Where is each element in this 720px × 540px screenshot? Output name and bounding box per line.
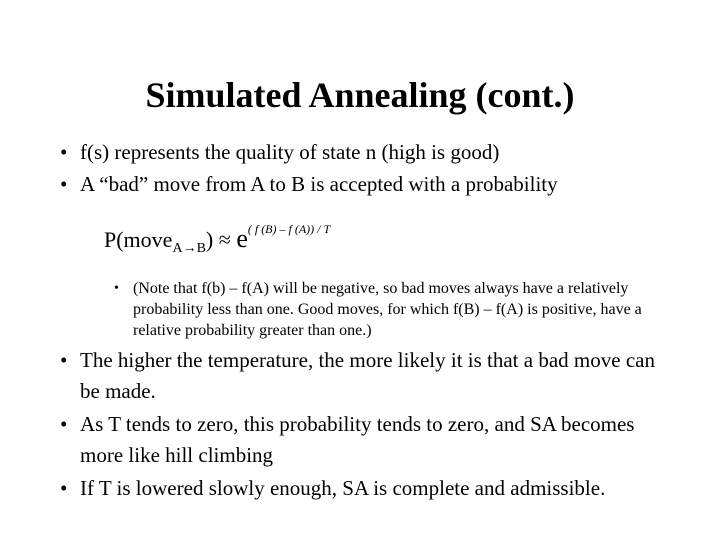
formula-lhs-subscript: A→B	[172, 241, 206, 256]
bullet-symbol: •	[60, 172, 68, 196]
bullet-item	[60, 409, 680, 471]
bullet-item	[60, 168, 680, 200]
formula-base: e	[236, 224, 248, 253]
bullet-symbol: •	[60, 348, 68, 372]
bullet-symbol: •	[60, 476, 68, 500]
formula-approx-sign: ≈	[218, 227, 231, 252]
formula-lhs-suffix: )	[205, 227, 214, 252]
bullet-item	[60, 473, 680, 504]
bullet-item	[60, 345, 680, 407]
bullet-text: f(s) represents the quality of state n (high is good)	[80, 140, 500, 164]
bullet-text: The higher the temperature, the more likely it is that a bad move can be made.	[80, 348, 655, 403]
bullet-text: A “bad” move from A to B is accepted with a probability	[80, 172, 558, 196]
note-text: (Note that f(b) – f(A) will be negative, so bad moves always have a relatively probability less than one. Good moves, for which f(B) – f(A) is positive, have a relative probability greater than one.)	[133, 280, 642, 339]
bottom-bullet-list	[60, 345, 680, 506]
probability-formula	[104, 224, 330, 257]
top-bullet-list	[60, 136, 680, 200]
slide-title: Simulated Annealing (cont.)	[145, 75, 575, 115]
bullet-text: If T is lowered slowly enough, SA is complete and admissible.	[80, 476, 606, 500]
sub-bullet-note	[114, 278, 693, 341]
bullet-symbol: •	[60, 140, 68, 164]
bullet-item	[60, 136, 680, 168]
formula-lhs-prefix: P(move	[104, 227, 173, 252]
sub-bullet-symbol: •	[114, 281, 119, 296]
bullet-symbol: •	[60, 412, 68, 436]
bullet-text: As T tends to zero, this probability tends to zero, and SA becomes more like hill climbing	[80, 412, 635, 467]
formula-exponent: ( f (B) – f (A)) / T	[247, 222, 331, 236]
